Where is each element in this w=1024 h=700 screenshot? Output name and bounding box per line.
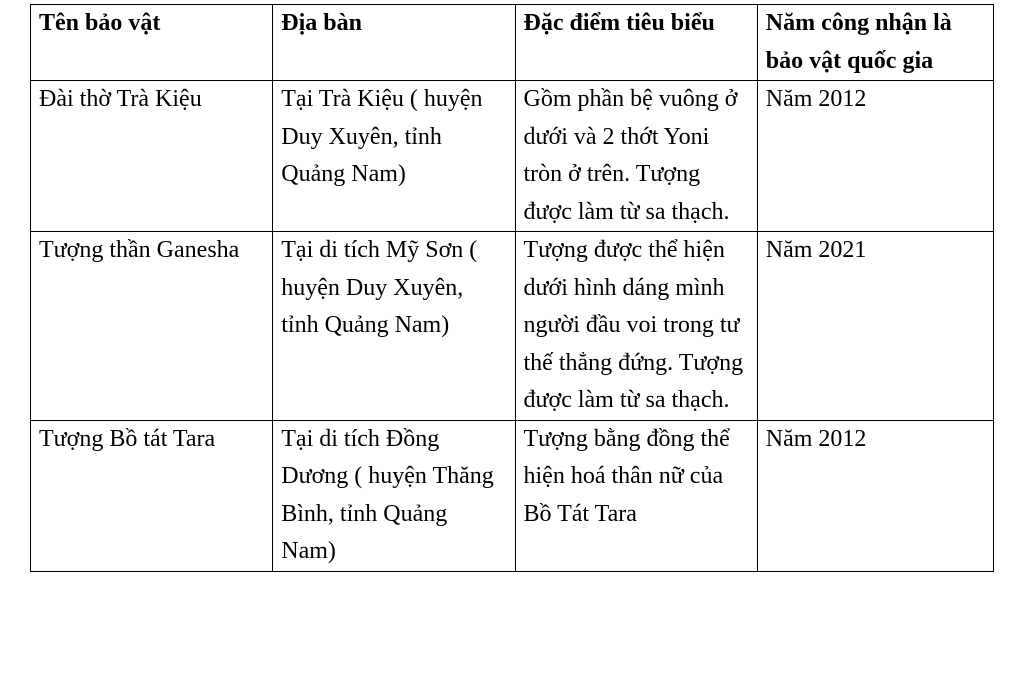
cell-location: Tại di tích Đồng Dương ( huyện Thăng Bình, tỉnh Quảng Nam)	[273, 420, 515, 571]
table-row	[31, 232, 994, 421]
cell-feature: Gồm phần bệ vuông ở dưới và 2 thớt Yoni tròn ở trên. Tượng được làm từ sa thạch.	[515, 81, 757, 232]
cell-name: Tượng Bồ tát Tara	[31, 420, 273, 571]
header-location: Địa bàn	[273, 5, 515, 81]
cell-name: Tượng thần Ganesha	[31, 232, 273, 421]
cell-year: Năm 2012	[757, 81, 993, 232]
cell-location: Tại di tích Mỹ Sơn ( huyện Duy Xuyên, tỉnh Quảng Nam)	[273, 232, 515, 421]
cell-name: Đài thờ Trà Kiệu	[31, 81, 273, 232]
national-treasures-table	[30, 4, 994, 572]
cell-year: Năm 2021	[757, 232, 993, 421]
header-name: Tên bảo vật	[31, 5, 273, 81]
table-row	[31, 81, 994, 232]
header-year: Năm công nhận là bảo vật quốc gia	[757, 5, 993, 81]
table-body	[31, 81, 994, 572]
cell-feature: Tượng được thể hiện dưới hình dáng mình người đầu voi trong tư thế thẳng đứng. Tượng được làm từ sa thạch.	[515, 232, 757, 421]
cell-year: Năm 2012	[757, 420, 993, 571]
header-row	[31, 5, 994, 81]
cell-location: Tại Trà Kiệu ( huyện Duy Xuyên, tỉnh Quảng Nam)	[273, 81, 515, 232]
table-header	[31, 5, 994, 81]
table-row	[31, 420, 994, 571]
cell-feature: Tượng bằng đồng thể hiện hoá thân nữ của Bồ Tát Tara	[515, 420, 757, 571]
header-feature: Đặc điểm tiêu biểu	[515, 5, 757, 81]
